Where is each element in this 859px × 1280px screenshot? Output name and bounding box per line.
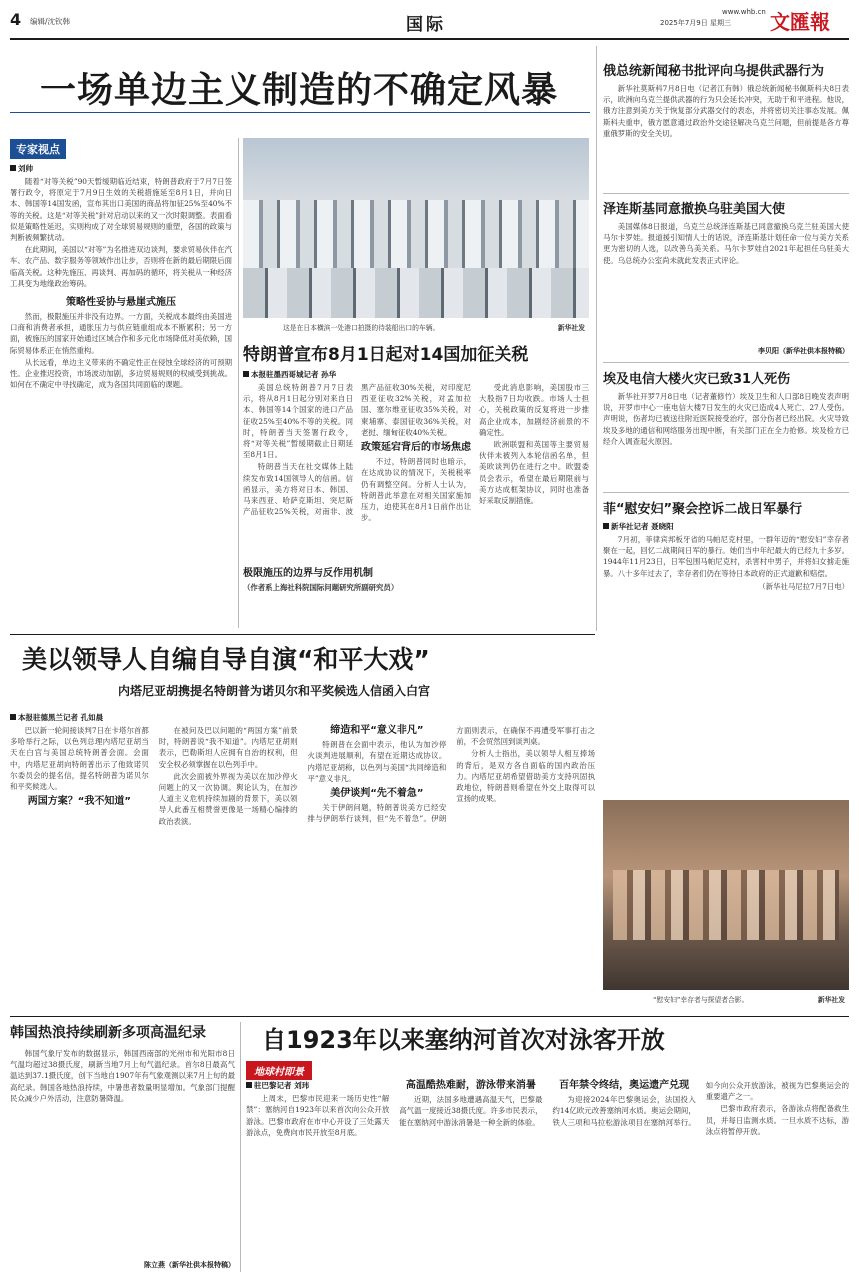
subhead: 两国方案？“我不知道” — [27, 796, 131, 808]
paragraph: 新华社开罗7月8日电（记者董修竹）埃及卫生和人口部8日晚发表声明说，开罗市中心一座电信大楼7日发生的火灾已造成4人死亡、27人受伤。声明说，伤者均已被送往附近医院接受治疗，部分伤者已经出院。火灾导致埃及多地的通信和网络服务出现中断，有关部门正在全力抢修。埃及检方已经介入调查起火原因。 — [603, 392, 849, 446]
paragraph: 此次会面被外界视为美以在加沙停火问题上的又一次协调。舆论认为，在加沙人道主义危机持续加剧的背景下，美以领导人此番互相赞誉更像是一场精心编排的政治表演。 — [158, 771, 298, 826]
masthead — [10, 6, 849, 36]
subhead: 极限施压的边界与反作用机制 — [243, 568, 373, 579]
side-headline: 埃及电信大楼火灾已致31人死伤 — [603, 372, 791, 387]
middle-headline-block — [10, 640, 595, 700]
korea-headline: 韩国热浪持续刷新多项高温纪录 — [10, 1025, 206, 1041]
photo-credit: 新华社发 — [557, 324, 585, 332]
paragraph: 7月初，菲律宾邦板牙省的马帕尼克村里，一群年迈的“慰安妇”幸存者聚在一起，回忆二战期间日军的暴行。她们当中年纪最大的已经九十多岁。1944年11月23日，日军包围马帕尼克村，杀害村中男子，并将妇女掳走施暴。八十多年过去了，幸存者们仍在等待日本政府的正式道歉和赔偿。 — [603, 535, 849, 578]
side-byline: 新华社记者 聂晓阳 — [611, 522, 674, 531]
paragraph: 新华社莫斯科7月8日电（记者江有韩）俄总统新闻秘书佩斯科夫8日表示，欧洲向乌克兰提供武器的行为只会延长冲突，无助于和平进程。他说，俄方注意到美方关于恢复部分武器交付的表态，并将密切关注事态发展。佩斯科夫重申，俄方愿意通过政治外交途径解决乌克兰问题，但前提是各方尊重俄罗斯的安全关切。 — [603, 84, 849, 138]
paragraph: 受此消息影响，美国股市三大股指7日均收跌。市场人士担心，关税政策的反复将进一步推高企业成本，加剧经济前景的不确定性。 — [479, 383, 589, 437]
middle-subheadline: 内塔尼亚胡携提名特朗普为诺贝尔和平奖候选人信函入白宫 — [118, 684, 431, 698]
paragraph: 随着“对等关税”90天暂缓期临近结束，特朗普政府于7月7日签署行政令，将原定于7月9日生效的关税措施延至8月1日，并向日本、韩国等14国发函，宣布其出口美国的商品将加征25%至40%不等的关税。这是“对等关税”針对启动以来的又一次时限调整。表面看似是策略性延迟，实则构成了对全球贸易规则的重塑，各国的政策与判断被频繁扰动。 — [10, 177, 232, 243]
paragraph: 从长远看，单边主义带来的不确定性正在侵蚀全球经济的可预期性。企业推迟投资，市场波动加剧，多边贸易规则的权威受到挑战。如何在不确定中寻找确定，成为各国共同面临的课题。 — [10, 357, 232, 390]
paragraph: 不过，特朗普同时也暗示，在达成协议的情况下，关税税率仍有调整空间。分析人士认为，特朗普此举意在对相关国家施加压力，迫使其在8月1日前作出让步。 — [361, 457, 471, 523]
subhead: 政策延宕背后的市场焦虑 — [361, 442, 471, 454]
photo-credit: 新华社发 — [817, 996, 845, 1004]
lead-article — [10, 138, 232, 628]
lead-byline: 刘帅 — [18, 164, 33, 173]
paragraph: 巴以新一轮间接谈判7日在卡塔尔首都多哈举行之际，以色列总理内塔尼亚胡当天在白宫与美国总统特朗普会面。会面中，内塔尼亚胡向特朗普出示了他致诺贝尔委员会的提名信，提名特朗普为诺贝尔和平奖候选人。 — [10, 726, 149, 792]
side-headline: 俄总统新闻秘书批评向乌提供武器行为 — [603, 64, 825, 79]
website: www.whb.cn — [722, 8, 766, 16]
middle-byline: 本报驻德黑兰记者 孔如晨 — [18, 713, 104, 722]
tariff-byline: 本报驻墨西哥城记者 孙华 — [251, 370, 337, 379]
column-tag: 专家视点 — [10, 139, 66, 159]
paragraph: 美国总统特朗普7月7日表示，将从8月1日起分别对来自日本、韩国等14个国家的进口产品征收25%至40%不等的关税。同时，特朗普当天签署行政令，将“对等关税”暂缓期截止日期延至8月1日。 — [243, 383, 353, 460]
paragraph: 韩国气象厅发布的数据显示，韩国西南部的光州市和光阳市8日气温均超过38摄氏度，刷新当地7月上旬气温纪录。首尔8日最高气温达到37.1摄氏度，创下当地自1907年有气象观测以来7月上旬的最高纪录。韩国各地热浪持续，中暑患者数量明显增加。气象部门提醒民众减少户外活动，注意防暑降温。 — [10, 1049, 235, 1103]
paragraph: 特朗普当天在社交媒体上陆续发布致14国领导人的信函。信函显示，美方将对日本、韩国、马来西亚、哈萨克斯坦、突尼斯产品征收25%关税，对南非、波黑产品征收30%关税，对印度尼西亚征收32%关税，对孟加拉国、塞尔维亚征收35%关税，对柬埔寨、泰国征收36%关税，对老挝、缅甸征收40%关税。 — [243, 383, 471, 517]
tariff-headline: 特朗普宣布8月1日起对14国加征关税 — [243, 345, 529, 365]
survivors-photo — [603, 800, 849, 990]
side-headline: 菲“慰安妇”聚会控诉二战日军暴行 — [603, 502, 803, 517]
brand-logo: 文匯報 — [770, 10, 830, 34]
paragraph: 特朗普在会面中表示，他认为加沙停火谈判进展顺利，有望在近期达成协议。内塔尼亚胡称，以色列与美国“共同缔造和平”意义非凡。 — [307, 740, 447, 783]
photo-caption: “慰安妇”幸存者与探望者合影。 — [653, 996, 749, 1004]
author-note: （作者系上海社科院国际问题研究所副研究员） — [243, 583, 399, 592]
paragraph: 近期，法国多地遭遇高温天气，巴黎最高气温一度接近38摄氏度。许多市民表示，能在塞纳河中游泳消暑是一种全新的体验。 — [399, 1095, 543, 1127]
page-number: 4 — [10, 10, 22, 29]
paragraph: 分析人士指出，美以领导人相互捧场的背后，是双方各自面临的国内政治压力。内塔尼亚胡希望借助美方支持巩固执政地位，特朗普则希望在外交上取得可以宣扬的成果。 — [456, 749, 595, 804]
subhead: 缔造和平“意义非凡” — [330, 725, 424, 736]
paragraph: 欧洲联盟和英国等主要贸易伙伴未被列入本轮信函名单，但美欧谈判仍在进行之中。欧盟委员会表示，希望在最后期限前与美方达成框架协议，同时也准备好采取反制措施。 — [479, 440, 589, 506]
paragraph: 美国媒体8日报道，乌克兰总统泽连斯基已同意撤换乌克兰驻美国大使马尔卡罗娃。报道援引知情人士的话说，泽连斯基计划任命一位与美方关系更为密切的人选，以改善乌美关系。马尔卡罗娃自2021年起担任乌驻美大使。乌总统办公室尚未就此发表正式评论。 — [603, 222, 849, 265]
side-headline: 泽连斯基同意撤换乌驻美国大使 — [603, 202, 786, 217]
side-credit: 李贝阳（新华社供本报特稿） — [758, 347, 849, 355]
korea-article — [10, 1022, 235, 1272]
paragraph: 巴黎市政府表示，各游泳点将配备救生员，并每日监测水质。一旦水质不达标，游泳点将暂停开放。 — [705, 1104, 849, 1136]
lead-article-tail — [243, 560, 589, 628]
side-story-1 — [603, 60, 849, 190]
paris-article — [246, 1020, 849, 1275]
paris-byline: 驻巴黎记者 刘玮 — [254, 1081, 310, 1090]
issue-date: 2025年7月9日 星期三 — [660, 19, 731, 27]
paris-headline: 自1923年以来塞纳河首次对泳客开放 — [262, 1026, 665, 1054]
side-story-3 — [603, 368, 849, 488]
paragraph: 为迎接2024年巴黎奥运会，法国投入约14亿欧元改善塞纳河水质。奥运会期间，铁人三项和马拉松游泳项目在塞纳河举行。如今向公众开放游泳，被视为巴黎奥运会的重要遗产之一。 — [552, 1081, 849, 1127]
side-end-note: （新华社马尼拉7月7日电） — [758, 581, 849, 591]
photo-caption: 这是在日本横滨一处港口拍摄的待装船出口的车辆。 — [283, 324, 440, 332]
lead-headline-block — [10, 52, 590, 116]
paragraph: 上周末，巴黎市民迎来一场历史性“解禁”：塞纳河自1923年以来首次向公众开放游泳。巴黎市政府在市中心开设了三处露天游泳点，免费向市民开放至8月底。 — [246, 1094, 390, 1137]
column-tag: 地球村即景 — [246, 1061, 312, 1080]
middle-article — [10, 712, 595, 1012]
editor-line: 编辑/沈钦韩 — [30, 17, 71, 26]
paragraph: 关于伊朗问题，特朗普说美方已经安排与伊朗举行谈判，但“先不着急”。伊朗方面则表示，在确保不再遭受军事打击之前，不会贸然回到谈判桌。 — [307, 726, 595, 824]
paragraph: 在此期间，美国以“对等”为名推进双边谈判，要求贸易伙伴在汽车、农产品、数字服务等领域作出让步，否则将在新的最后期限后面临高关税。这种先施压、再谈判、再加码的循环，将关税从一种经济工具变为地缘政治筹码。 — [10, 245, 232, 288]
paragraph: 然而，极限施压并非没有边界。一方面，关税成本最终由美国进口商和消费者承担，通胀压力与供应链重组成本不断累积；另一方面，被施压的国家开始通过区域合作和多元化市场降低对美依赖，国际贸易体系正在悄然重构。 — [10, 312, 232, 355]
middle-headline: 美以领导人自编自导自演“和平大戏” — [22, 645, 430, 674]
cars-port-photo — [243, 138, 589, 318]
section-name: 国际 — [406, 15, 446, 35]
subhead: 策略性妥协与悬崖式施压 — [66, 297, 176, 309]
subhead: 高温酷热难耐，游泳带来消暑 — [405, 1080, 536, 1091]
korea-author: 陈立燕（新华社供本报特稿） — [144, 1261, 235, 1269]
lead-headline: 一场单边主义制造的不确定风暴 — [40, 70, 559, 111]
subhead: 美伊谈判“先不着急” — [330, 788, 424, 800]
side-story-2 — [603, 198, 849, 358]
subhead: 百年禁令终结，奥运遗产兑现 — [559, 1080, 690, 1091]
paragraph: 在被问及巴以问题的“两国方案”前景时，特朗普说“我不知道”。内塔尼亚胡则表示，巴勒斯坦人应拥有自治的权利，但安全权必须掌握在以色列手中。 — [158, 726, 298, 769]
